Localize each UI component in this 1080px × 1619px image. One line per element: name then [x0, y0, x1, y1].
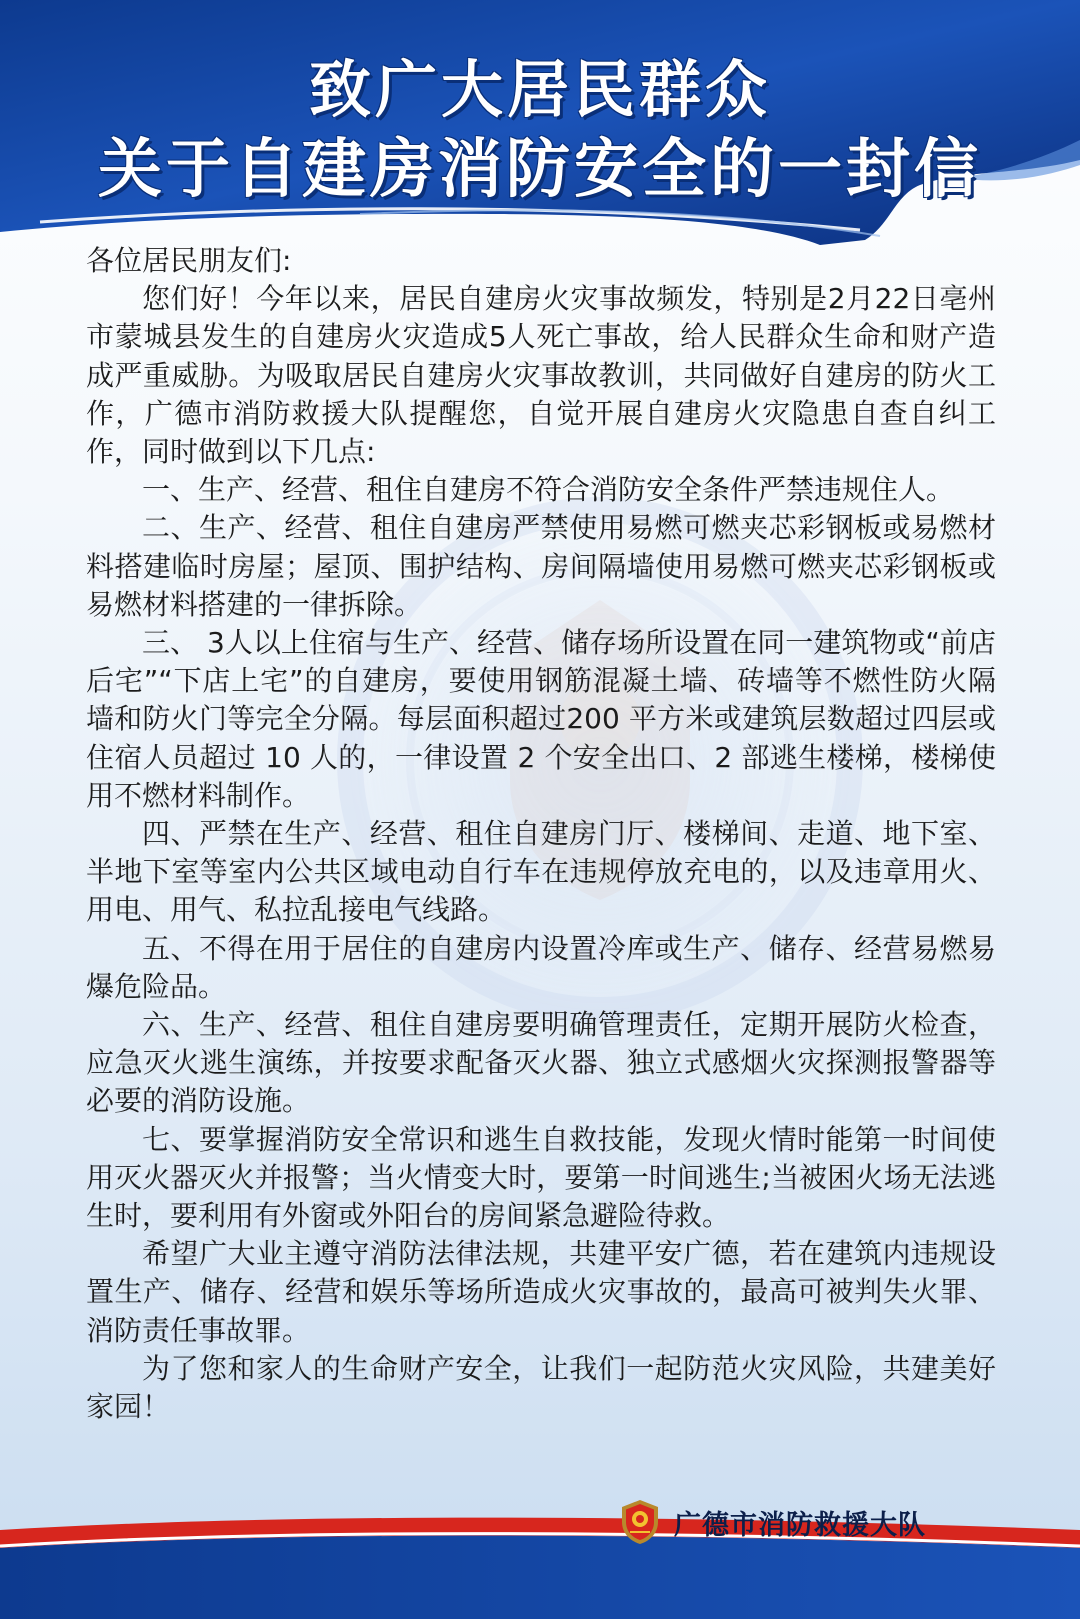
footer-blue-band [0, 1536, 1080, 1619]
signature [618, 1497, 926, 1547]
letter-paragraph: 五、不得在用于居住的自建房内设置冷库或生产、储存、经营易燃易爆危险品。 [86, 931, 996, 1003]
signature-org: 广德市消防救援大队 [674, 1509, 926, 1541]
letter-paragraph: 二、生产、经营、租住自建房严禁使用易燃可燃夹芯彩钢板或易燃材料搭建临时房屋；屋顶、围护结构、房间隔墙使用易燃可燃夹芯彩钢板或易燃材料搭建的一律拆除。 [86, 511, 996, 621]
fire-rescue-emblem-icon [618, 1498, 662, 1546]
page-title-line-1: 致广大居民群众 [308, 53, 771, 126]
letter-paragraph: 为了您和家人的生命财产安全，让我们一起防范火灾风险，共建美好家园！ [86, 1351, 996, 1424]
letter-paragraph: 一、生产、经营、租住自建房不符合消防安全条件严禁违规住人。 [142, 473, 955, 507]
letter-body [86, 242, 996, 1426]
letter-paragraph: 四、严禁在生产、经营、租住自建房门厅、楼梯间、走道、地下室、半地下室等室内公共区域电动自行车在违规停放充电的，以及违章用火、用电、用气、私拉乱接电气线路。 [86, 817, 996, 927]
page-title-line-2: 关于自建房消防安全的一封信 [98, 133, 982, 207]
letter-paragraph: 希望广大业主遵守消防法律法规，共建平安广德，若在建筑内违规设置生产、储存、经营和娱乐等场所造成火灾事故的，最高可被判失火罪、消防责任事故罪。 [86, 1237, 996, 1347]
letter-paragraph: 您们好！今年以来，居民自建房火灾事故频发，特别是2月22日亳州市蒙城县发生的自建房火灾造成5人死亡事故，给人民群众生命和财产造成严重威胁。为吸取居民自建房火灾事故教训，共同做好自建房的防火工作，广德市消防救援大队提醒您，自觉开展自建房火灾隐患自查自纠工作，同时做到以下几点: [86, 282, 996, 469]
letter-paragraph: 三、 3人以上住宿与生产、经营、储存场所设置在同一建筑物或“前店后宅”“下店上宅”的自建房，要使用钢筋混凝土墙、砖墙等不燃性防火隔墙和防火门等完全分隔。每层面积超过200 平方米或建筑层数超过四层或住宿人员超过 10 人的，一律设置 2 个安全出口、2 部逃生楼梯，楼梯使用不燃材料制作。 [86, 626, 996, 812]
header [0, 0, 1080, 240]
letter-paragraph: 六、生产、经营、租住自建房要明确管理责任，定期开展防火检查，应急灭火逃生演练，并按要求配备灭火器、独立式感烟火灾探测报警器等必要的消防设施。 [86, 1008, 996, 1118]
letter-greeting: 各位居民朋友们: [86, 244, 292, 277]
letter-paragraph: 七、要掌握消防安全常识和逃生自救技能，发现火情时能第一时间使用灭火器灭火并报警；当火情变大时，要第一时间逃生;当被困火场无法逃生时，要利用有外窗或外阳台的房间紧急避险待救。 [86, 1122, 996, 1233]
